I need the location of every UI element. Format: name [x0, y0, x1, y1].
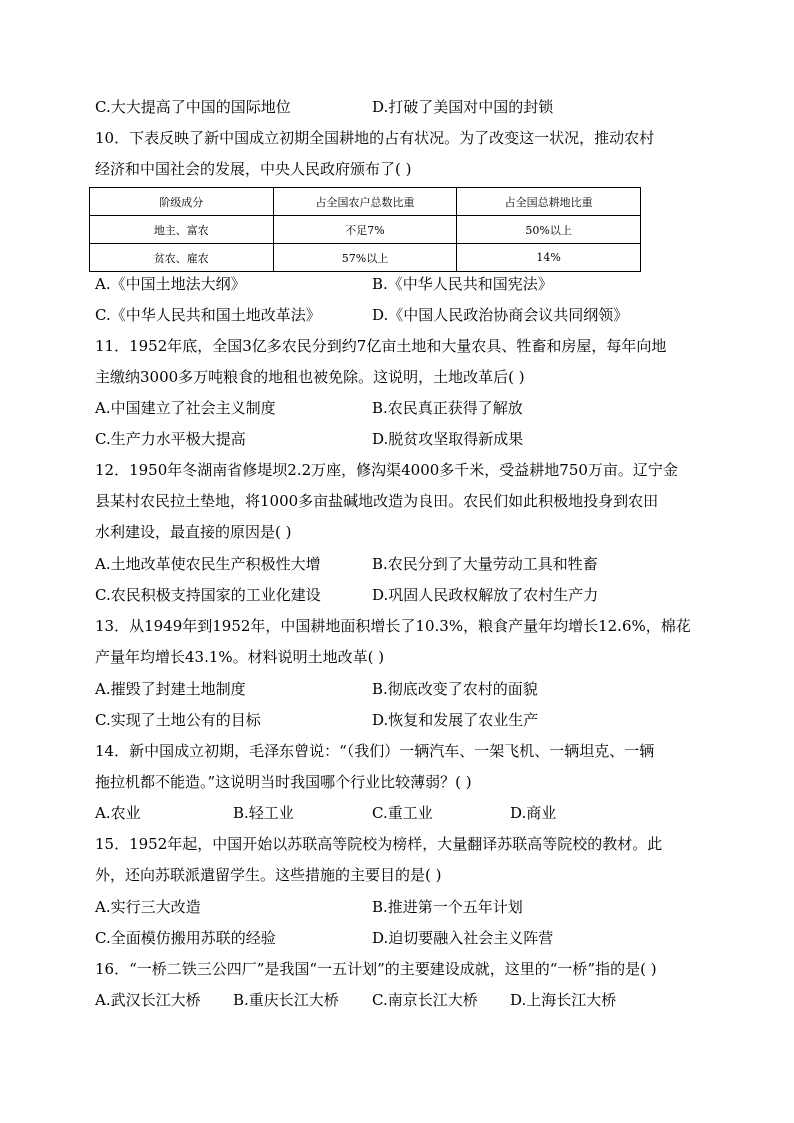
table-cell: 不足7%	[273, 216, 457, 244]
q16-stem-line1: 16．“一桥二铁三公四厂”是我国“一五计划”的主要建设成就，这里的“一桥”指的是( )	[95, 960, 657, 978]
q12-options-cd	[95, 585, 715, 605]
q16-options	[95, 990, 715, 1010]
table-header-cell: 占全国总耕地比重	[457, 188, 641, 216]
q10-options-ab	[95, 274, 715, 294]
q11-option-b: B.农民真正获得了解放	[372, 399, 523, 417]
table-header-row	[90, 188, 641, 216]
table-header-cell: 占全国农户总数比重	[273, 188, 457, 216]
q10-option-b: B.《中华人民共和国宪法》	[372, 275, 553, 293]
q15-options-ab	[95, 897, 715, 917]
q15-options-cd	[95, 928, 715, 948]
q10-options-cd	[95, 305, 715, 325]
q15-stem-line2: 外，还向苏联派遣留学生。这些措施的主要目的是( )	[95, 866, 442, 884]
q15-option-d: D.迫切要融入社会主义阵营	[372, 929, 554, 947]
q14-option-d: D.商业	[510, 804, 557, 822]
q14-option-b: B.轻工业	[233, 804, 294, 822]
q10-option-d: D.《中国人民政治协商会议共同纲领》	[372, 306, 629, 324]
q15-option-c: C.全面模仿搬用苏联的经验	[95, 929, 276, 947]
q13-option-a: A.摧毁了封建土地制度	[95, 680, 246, 698]
q11-option-c: C.生产力水平极大提高	[95, 430, 246, 448]
table-cell: 50%以上	[457, 216, 641, 244]
q15-stem-line1: 15．1952年起，中国开始以苏联高等院校为榜样，大量翻译苏联高等院校的教材。此	[95, 835, 663, 853]
q9-option-c: C.大大提高了中国的国际地位	[95, 98, 291, 116]
q12-stem-line1: 12．1950年冬湖南省修堤坝2.2万座，修沟渠4000多千米，受益耕地750万亩。辽宁金	[95, 461, 678, 479]
q15-option-a: A.实行三大改造	[95, 898, 201, 916]
q12-stem-line3: 水利建设，最直接的原因是( )	[95, 523, 292, 541]
table-cell: 14%	[457, 244, 641, 272]
table-cell: 贫农、雇农	[90, 244, 274, 272]
q13-options-ab	[95, 679, 715, 699]
q16-option-d: D.上海长江大桥	[510, 991, 617, 1009]
q13-stem-line1: 13．从1949年到1952年，中国耕地面积增长了10.3%，粮食产量年均增长12.6%，棉花	[95, 617, 691, 635]
q13-stem-line2: 产量年均增长43.1%。材料说明土地改革( )	[95, 648, 385, 666]
q16-option-c: C.南京长江大桥	[372, 991, 478, 1009]
q14-option-a: A.农业	[95, 804, 141, 822]
q13-options-cd	[95, 710, 715, 730]
q11-stem-line2: 主缴纳3000多万吨粮食的地租也被免除。这说明，土地改革后( )	[95, 368, 525, 386]
q14-stem-line1: 14．新中国成立初期，毛泽东曾说：“（我们）一辆汽车、一架飞机、一辆坦克、一辆	[95, 742, 655, 760]
q12-option-d: D.巩固人民政权解放了农村生产力	[372, 586, 599, 604]
q10-stem-line1: 10．下表反映了新中国成立初期全国耕地的占有状况。为了改变这一状况，推动农村	[95, 129, 655, 147]
table-row	[90, 216, 641, 244]
q10-option-a: A.《中国土地法大纲》	[95, 275, 246, 293]
q13-option-c: C.实现了土地公有的目标	[95, 711, 261, 729]
q12-option-b: B.农民分到了大量劳动工具和牲畜	[372, 555, 598, 573]
q13-option-b: B.彻底改变了农村的面貌	[372, 680, 538, 698]
table-row	[90, 244, 641, 272]
q11-option-d: D.脱贫攻坚取得新成果	[372, 430, 524, 448]
q11-options-cd	[95, 429, 715, 449]
q9-options-cd	[95, 97, 715, 117]
q14-stem-line2: 拖拉机都不能造。”这说明当时我国哪个行业比较薄弱？( )	[95, 773, 472, 791]
q11-option-a: A.中国建立了社会主义制度	[95, 399, 276, 417]
table-header-cell: 阶级成分	[90, 188, 274, 216]
q14-option-c: C.重工业	[372, 804, 433, 822]
q16-option-a: A.武汉长江大桥	[95, 991, 201, 1009]
q12-options-ab	[95, 554, 715, 574]
q10-option-c: C.《中华人民共和国土地改革法》	[95, 306, 321, 324]
table-cell: 57%以上	[273, 244, 457, 272]
q9-option-d: D.打破了美国对中国的封锁	[372, 98, 554, 116]
q12-option-a: A.土地改革使农民生产积极性大增	[95, 555, 321, 573]
q13-option-d: D.恢复和发展了农业生产	[372, 711, 539, 729]
q15-option-b: B.推进第一个五年计划	[372, 898, 523, 916]
q10-stem-line2: 经济和中国社会的发展，中央人民政府颁布了( )	[95, 160, 412, 178]
q11-stem-line1: 11．1952年底，全国3亿多农民分到约7亿亩土地和大量农具、牲畜和房屋，每年向地	[95, 337, 667, 355]
q12-option-c: C.农民积极支持国家的工业化建设	[95, 586, 321, 604]
q14-options	[95, 803, 715, 823]
q16-option-b: B.重庆长江大桥	[233, 991, 339, 1009]
table-cell: 地主、富农	[90, 216, 274, 244]
q11-options-ab	[95, 398, 715, 418]
q12-stem-line2: 县某村农民拉土垫地，将1000多亩盐碱地改造为良田。农民们如此积极地投身到农田	[95, 492, 659, 510]
q10-land-table	[89, 187, 641, 272]
